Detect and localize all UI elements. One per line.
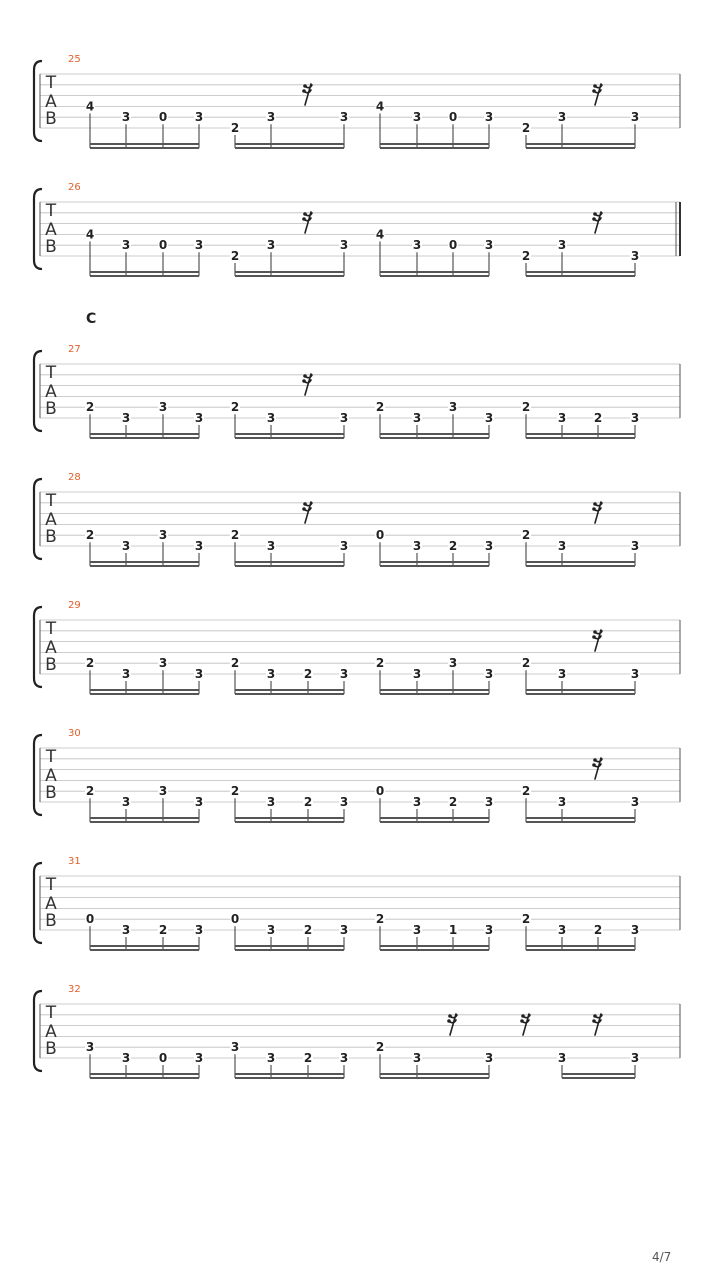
beam bbox=[526, 437, 635, 439]
measure-number: 30 bbox=[68, 728, 81, 739]
fret-number: 4 bbox=[85, 227, 95, 242]
rest-dot bbox=[593, 84, 597, 88]
fret-number: 3 bbox=[266, 539, 276, 553]
fret-number: 2 bbox=[375, 912, 385, 927]
measure-number: 29 bbox=[68, 600, 81, 611]
fret-number: 3 bbox=[339, 1051, 349, 1065]
tab-clef-letter: A bbox=[45, 638, 57, 658]
tab-clef-letter: B bbox=[45, 1039, 57, 1059]
beam bbox=[90, 561, 199, 563]
fret-number: 3 bbox=[339, 411, 349, 425]
fret-number: 3 bbox=[412, 238, 422, 253]
fret-number: 3 bbox=[557, 667, 567, 681]
measure-number: 27 bbox=[68, 344, 81, 355]
fret-number: 3 bbox=[121, 110, 131, 125]
fret-number: 2 bbox=[593, 411, 603, 425]
fret-number: 2 bbox=[521, 400, 531, 415]
fret-number: 1 bbox=[448, 923, 458, 937]
beam bbox=[90, 817, 199, 819]
fret-number: 3 bbox=[484, 1051, 494, 1065]
fret-number: 3 bbox=[630, 795, 640, 809]
fret-number: 3 bbox=[194, 667, 204, 681]
fret-number: 3 bbox=[557, 539, 567, 553]
tab-clef-letter: T bbox=[45, 491, 57, 511]
fret-number: 3 bbox=[484, 795, 494, 809]
fret-number: 3 bbox=[194, 238, 204, 253]
fret-number: 4 bbox=[85, 99, 95, 114]
tab-clef-letter: A bbox=[45, 220, 57, 240]
rest-dot bbox=[593, 758, 597, 762]
fret-number: 3 bbox=[630, 411, 640, 425]
fret-number: 3 bbox=[412, 110, 422, 125]
beam bbox=[380, 433, 489, 435]
rest-dot bbox=[592, 1019, 596, 1023]
beam bbox=[90, 437, 199, 439]
beam bbox=[90, 271, 199, 273]
fret-number: 2 bbox=[375, 400, 385, 415]
beam bbox=[235, 945, 344, 947]
fret-number: 3 bbox=[121, 923, 131, 937]
tab-clef-letter: B bbox=[45, 911, 57, 931]
rest-dot bbox=[592, 89, 596, 93]
tab-clef-letter: T bbox=[45, 363, 57, 383]
beam bbox=[380, 1077, 489, 1079]
beam bbox=[380, 147, 489, 149]
fret-number: 3 bbox=[266, 110, 276, 125]
beam bbox=[90, 147, 199, 149]
beam bbox=[235, 271, 344, 273]
beam bbox=[235, 817, 344, 819]
beam bbox=[380, 817, 489, 819]
beam bbox=[235, 689, 344, 691]
rest-dot bbox=[303, 502, 307, 506]
fret-number: 2 bbox=[230, 656, 240, 671]
beam bbox=[90, 143, 199, 145]
rest-dot bbox=[302, 379, 306, 383]
fret-number: 2 bbox=[521, 912, 531, 927]
rest-dot bbox=[302, 507, 306, 511]
measure-number: 26 bbox=[68, 182, 81, 193]
beam bbox=[235, 693, 344, 695]
fret-number: 3 bbox=[194, 411, 204, 425]
tab-system-25 bbox=[34, 54, 680, 149]
fret-number: 0 bbox=[158, 1051, 168, 1065]
beam bbox=[526, 143, 635, 145]
beam bbox=[526, 433, 635, 435]
fret-number: 3 bbox=[194, 110, 204, 125]
page-number: 4/7 bbox=[652, 1250, 672, 1264]
tab-clef-letter: B bbox=[45, 783, 57, 803]
tab-clef-letter: B bbox=[45, 399, 57, 419]
tab-clef-letter: B bbox=[45, 237, 57, 257]
rest-dot bbox=[302, 89, 306, 93]
fret-number: 3 bbox=[412, 1051, 422, 1065]
tab-clef-letter: A bbox=[45, 510, 57, 530]
fret-number: 3 bbox=[194, 795, 204, 809]
fret-number: 3 bbox=[557, 795, 567, 809]
beam bbox=[380, 945, 489, 947]
tab-clef-letter: T bbox=[45, 73, 57, 93]
rest-dot bbox=[302, 217, 306, 221]
tab-system-28 bbox=[34, 472, 680, 567]
fret-number: 2 bbox=[303, 667, 313, 681]
fret-number: 2 bbox=[448, 795, 458, 809]
fret-number: 0 bbox=[448, 238, 458, 253]
beam bbox=[235, 433, 344, 435]
fret-number: 2 bbox=[303, 795, 313, 809]
fret-number: 0 bbox=[375, 528, 385, 543]
fret-number: 4 bbox=[375, 99, 385, 114]
beam bbox=[526, 561, 635, 563]
fret-number: 3 bbox=[158, 400, 168, 415]
beam bbox=[380, 693, 489, 695]
beam bbox=[526, 689, 635, 691]
rest-dot bbox=[520, 1019, 524, 1023]
beam bbox=[90, 1077, 199, 1079]
tab-system-26 bbox=[34, 182, 680, 277]
beam bbox=[235, 1077, 344, 1079]
fret-number: 2 bbox=[158, 923, 168, 937]
fret-number: 2 bbox=[593, 923, 603, 937]
rest-dot bbox=[593, 630, 597, 634]
fret-number: 2 bbox=[303, 1051, 313, 1065]
rest-dot bbox=[303, 374, 307, 378]
tab-clef-letter: A bbox=[45, 382, 57, 402]
measure-number: 32 bbox=[68, 984, 81, 995]
fret-number: 3 bbox=[339, 923, 349, 937]
tab-clef-letter: B bbox=[45, 527, 57, 547]
fret-number: 3 bbox=[158, 656, 168, 671]
fret-number: 3 bbox=[412, 923, 422, 937]
fret-number: 2 bbox=[85, 400, 95, 415]
fret-number: 2 bbox=[230, 400, 240, 415]
fret-number: 2 bbox=[448, 539, 458, 553]
system-brace bbox=[34, 351, 42, 431]
fret-number: 3 bbox=[194, 923, 204, 937]
fret-number: 3 bbox=[230, 1040, 240, 1055]
fret-number: 3 bbox=[121, 411, 131, 425]
fret-number: 3 bbox=[630, 110, 640, 125]
rest-dot bbox=[521, 1014, 525, 1018]
rest-dot bbox=[303, 84, 307, 88]
fret-number: 0 bbox=[375, 784, 385, 799]
fret-number: 2 bbox=[230, 528, 240, 543]
beam bbox=[526, 565, 635, 567]
beam bbox=[90, 945, 199, 947]
tab-system-30 bbox=[34, 728, 680, 823]
fret-number: 2 bbox=[521, 528, 531, 543]
tab-system-27 bbox=[34, 311, 680, 439]
fret-number: 3 bbox=[121, 795, 131, 809]
tab-system-32 bbox=[34, 984, 680, 1079]
fret-number: 3 bbox=[339, 667, 349, 681]
fret-number: 3 bbox=[630, 539, 640, 553]
tab-clef-letter: A bbox=[45, 766, 57, 786]
beam bbox=[235, 143, 344, 145]
fret-number: 3 bbox=[557, 923, 567, 937]
fret-number: 3 bbox=[630, 1051, 640, 1065]
rest-dot bbox=[447, 1019, 451, 1023]
beam bbox=[562, 1073, 635, 1075]
fret-number: 0 bbox=[230, 912, 240, 927]
beam bbox=[380, 565, 489, 567]
beam bbox=[235, 821, 344, 823]
beam bbox=[380, 437, 489, 439]
fret-number: 2 bbox=[85, 656, 95, 671]
measure-number: 31 bbox=[68, 856, 81, 867]
fret-number: 3 bbox=[194, 1051, 204, 1065]
measure-number: 28 bbox=[68, 472, 81, 483]
tab-clef-letter: A bbox=[45, 92, 57, 112]
fret-number: 2 bbox=[230, 121, 240, 135]
fret-number: 3 bbox=[484, 411, 494, 425]
fret-number: 3 bbox=[630, 249, 640, 263]
beam bbox=[562, 1077, 635, 1079]
fret-number: 3 bbox=[448, 400, 458, 415]
fret-number: 3 bbox=[484, 238, 494, 253]
section-marker: C bbox=[86, 311, 97, 327]
fret-number: 3 bbox=[121, 238, 131, 253]
beam bbox=[235, 1073, 344, 1075]
rest-dot bbox=[303, 212, 307, 216]
rest-dot bbox=[593, 1014, 597, 1018]
beam bbox=[526, 945, 635, 947]
fret-number: 3 bbox=[121, 1051, 131, 1065]
tab-clef-letter: T bbox=[45, 201, 57, 221]
tab-clef-letter: B bbox=[45, 109, 57, 129]
fret-number: 3 bbox=[266, 411, 276, 425]
beam bbox=[90, 821, 199, 823]
system-brace bbox=[34, 991, 42, 1071]
beam bbox=[235, 565, 344, 567]
fret-number: 2 bbox=[375, 656, 385, 671]
fret-number: 2 bbox=[521, 784, 531, 799]
beam bbox=[235, 147, 344, 149]
rest-dot bbox=[448, 1014, 452, 1018]
fret-number: 3 bbox=[557, 238, 567, 253]
beam bbox=[235, 949, 344, 951]
system-brace bbox=[34, 61, 42, 141]
beam bbox=[380, 1073, 489, 1075]
tab-clef-letter: T bbox=[45, 875, 57, 895]
fret-number: 3 bbox=[339, 795, 349, 809]
beam bbox=[90, 275, 199, 277]
fret-number: 0 bbox=[85, 912, 95, 927]
fret-number: 3 bbox=[339, 110, 349, 125]
fret-number: 2 bbox=[521, 656, 531, 671]
beam bbox=[526, 693, 635, 695]
fret-number: 3 bbox=[557, 411, 567, 425]
rest-dot bbox=[592, 763, 596, 767]
fret-number: 2 bbox=[230, 249, 240, 263]
tab-system-31 bbox=[34, 856, 680, 951]
tab-system-29 bbox=[34, 600, 680, 695]
fret-number: 3 bbox=[484, 110, 494, 125]
system-brace bbox=[34, 607, 42, 687]
beam bbox=[526, 817, 635, 819]
fret-number: 2 bbox=[303, 923, 313, 937]
fret-number: 3 bbox=[158, 528, 168, 543]
beam bbox=[90, 433, 199, 435]
fret-number: 3 bbox=[85, 1040, 95, 1055]
beam bbox=[380, 821, 489, 823]
beam bbox=[526, 147, 635, 149]
system-brace bbox=[34, 479, 42, 559]
beam bbox=[90, 1073, 199, 1075]
beam bbox=[90, 689, 199, 691]
system-brace bbox=[34, 863, 42, 943]
fret-number: 3 bbox=[412, 667, 422, 681]
fret-number: 3 bbox=[266, 923, 276, 937]
fret-number: 0 bbox=[158, 110, 168, 125]
fret-number: 4 bbox=[375, 227, 385, 242]
fret-number: 3 bbox=[266, 238, 276, 253]
fret-number: 3 bbox=[484, 539, 494, 553]
system-brace bbox=[34, 735, 42, 815]
fret-number: 3 bbox=[557, 1051, 567, 1065]
beam bbox=[90, 693, 199, 695]
beam bbox=[526, 949, 635, 951]
fret-number: 0 bbox=[158, 238, 168, 253]
tab-clef-letter: T bbox=[45, 1003, 57, 1023]
fret-number: 3 bbox=[412, 795, 422, 809]
fret-number: 0 bbox=[448, 110, 458, 125]
rest-dot bbox=[593, 502, 597, 506]
fret-number: 3 bbox=[266, 667, 276, 681]
fret-number: 3 bbox=[158, 784, 168, 799]
rest-dot bbox=[592, 507, 596, 511]
fret-number: 3 bbox=[412, 411, 422, 425]
beam bbox=[526, 275, 635, 277]
beam bbox=[90, 949, 199, 951]
rest-dot bbox=[592, 635, 596, 639]
tab-clef-letter: A bbox=[45, 894, 57, 914]
fret-number: 2 bbox=[521, 121, 531, 135]
rest-dot bbox=[593, 212, 597, 216]
fret-number: 2 bbox=[85, 528, 95, 543]
fret-number: 3 bbox=[448, 656, 458, 671]
system-brace bbox=[34, 189, 42, 269]
fret-number: 2 bbox=[375, 1040, 385, 1055]
beam bbox=[526, 821, 635, 823]
fret-number: 3 bbox=[339, 238, 349, 253]
fret-number: 2 bbox=[521, 249, 531, 263]
measure-number: 25 bbox=[68, 54, 81, 65]
fret-number: 3 bbox=[266, 1051, 276, 1065]
beam bbox=[380, 561, 489, 563]
fret-number: 3 bbox=[484, 667, 494, 681]
beam bbox=[526, 271, 635, 273]
fret-number: 3 bbox=[266, 795, 276, 809]
tab-clef-letter: A bbox=[45, 1022, 57, 1042]
beam bbox=[235, 561, 344, 563]
beam bbox=[380, 271, 489, 273]
fret-number: 3 bbox=[121, 539, 131, 553]
beam bbox=[380, 949, 489, 951]
beam bbox=[380, 143, 489, 145]
fret-number: 3 bbox=[412, 539, 422, 553]
fret-number: 2 bbox=[85, 784, 95, 799]
rest-dot bbox=[592, 217, 596, 221]
beam bbox=[380, 689, 489, 691]
beam bbox=[235, 437, 344, 439]
tab-clef-letter: B bbox=[45, 655, 57, 675]
beam bbox=[380, 275, 489, 277]
fret-number: 3 bbox=[339, 539, 349, 553]
fret-number: 3 bbox=[194, 539, 204, 553]
tab-clef-letter: T bbox=[45, 619, 57, 639]
fret-number: 3 bbox=[121, 667, 131, 681]
beam bbox=[235, 275, 344, 277]
beam bbox=[90, 565, 199, 567]
fret-number: 2 bbox=[230, 784, 240, 799]
fret-number: 3 bbox=[630, 667, 640, 681]
tab-clef-letter: T bbox=[45, 747, 57, 767]
fret-number: 3 bbox=[484, 923, 494, 937]
fret-number: 3 bbox=[557, 110, 567, 125]
fret-number: 3 bbox=[630, 923, 640, 937]
